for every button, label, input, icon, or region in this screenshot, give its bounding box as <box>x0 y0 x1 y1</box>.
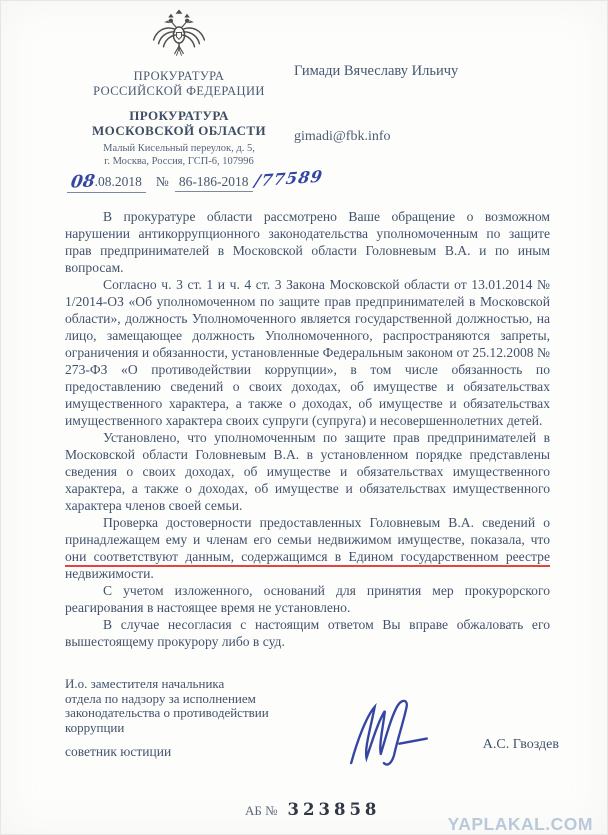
watermark-label: YAPLAKAL.COM <box>447 814 593 834</box>
paragraph-4 <box>65 514 550 582</box>
form-number <box>245 800 380 819</box>
number-sign: № <box>155 174 169 189</box>
recipient-name: Гимади Вячеславу Ильичу <box>294 63 459 79</box>
paragraph-5: С учетом изложенного, оснований для принятия мер прокурорского реагирования в настоящее время не установлено. <box>65 583 550 615</box>
paragraph-4-end: недвижимости. <box>65 566 154 581</box>
signature-block <box>65 677 559 777</box>
outgoing-number: 86-186-2018 <box>175 174 253 192</box>
org-address: Малый Кисельный переулок, д. 5, г. Москва, Россия, ГСП-6, 107996 <box>103 143 255 167</box>
signatory-name: А.С. Гвоздев <box>482 737 559 752</box>
signatory-title: И.о. заместителя начальника отдела по надзору за исполнением законодательства о противодействии коррупции <box>65 676 269 735</box>
handwritten-signature-icon <box>343 695 435 777</box>
org-name-federal: ПРОКУРАТУРА РОССИЙСКОЙ ФЕДЕРАЦИИ <box>93 69 265 98</box>
reference-line <box>67 166 324 193</box>
signatory-rank: советник юстиции <box>65 744 172 759</box>
paragraph-4-start: Проверка достоверности предоставленных Головневым В.А. сведений о принадлежащем ему и членам его семьи недвижимом имуществе, показала, что <box>65 515 550 547</box>
double-headed-eagle-icon <box>148 9 210 61</box>
org-name-regional: ПРОКУРАТУРА МОСКОВСКОЙ ОБЛАСТИ <box>92 108 266 138</box>
paragraph-1: В прокуратуре области рассмотрено Ваше обращение о возможном нарушении антикоррупционного законодательства уполномоченным по защите прав предпринимателей в Московской области Головневым В.А. и по иным вопросам. <box>65 209 550 275</box>
paragraph-2: Согласно ч. 3 ст. 1 и ч. 4 ст. 3 Закона Московской области от 13.01.2014 № 1/2014-ОЗ «Об уполномоченном по защите прав предпринимателей в Московской области», должность Уполномоченного является государственной должностью, на лицо, замещающее должность Уполномоченного, распространяются запреты, ограничения и обязанности, установленные Федеральным законом от 25.12.2008 № 273-ФЗ «О противодействии коррупции», в том числе обязанность по предоставлению сведений о своих доходах, об имуществе и обязательствах имущественного характера, а также о доходах, об имуществе и обязательствах имущественного характера своих супруги (супруга) и несовершеннолетних детей. <box>65 277 550 428</box>
form-series: АБ № <box>245 803 278 818</box>
date-segment <box>67 171 146 193</box>
handwritten-day: 08 <box>69 171 97 193</box>
letterhead <box>39 9 319 168</box>
handwritten-number-suffix: /77589 <box>252 166 324 191</box>
letter-body <box>65 208 550 650</box>
paragraph-3: Установлено, что уполномоченным по защите прав предпринимателей в Московской области Головневым В.А. в установленном порядке представлены сведения о своих доходах, об имуществе и обязательствах имущественного характера, а также о доходах, об имуществе и обязательствах имущественного характера членов своей семьи. <box>65 430 550 513</box>
form-digits: 323858 <box>287 800 381 819</box>
paragraph-6: В случае несогласия с настоящим ответом Вы вправе обжаловать его вышестоящему прокурору либо в суд. <box>65 617 550 649</box>
red-underlined-phrase: они соответствуют данным, содержащимся в Едином государственном реестре <box>65 549 550 567</box>
recipient-email: gimadi@fbk.info <box>294 129 391 144</box>
printed-date: .08.2018 <box>94 174 142 189</box>
